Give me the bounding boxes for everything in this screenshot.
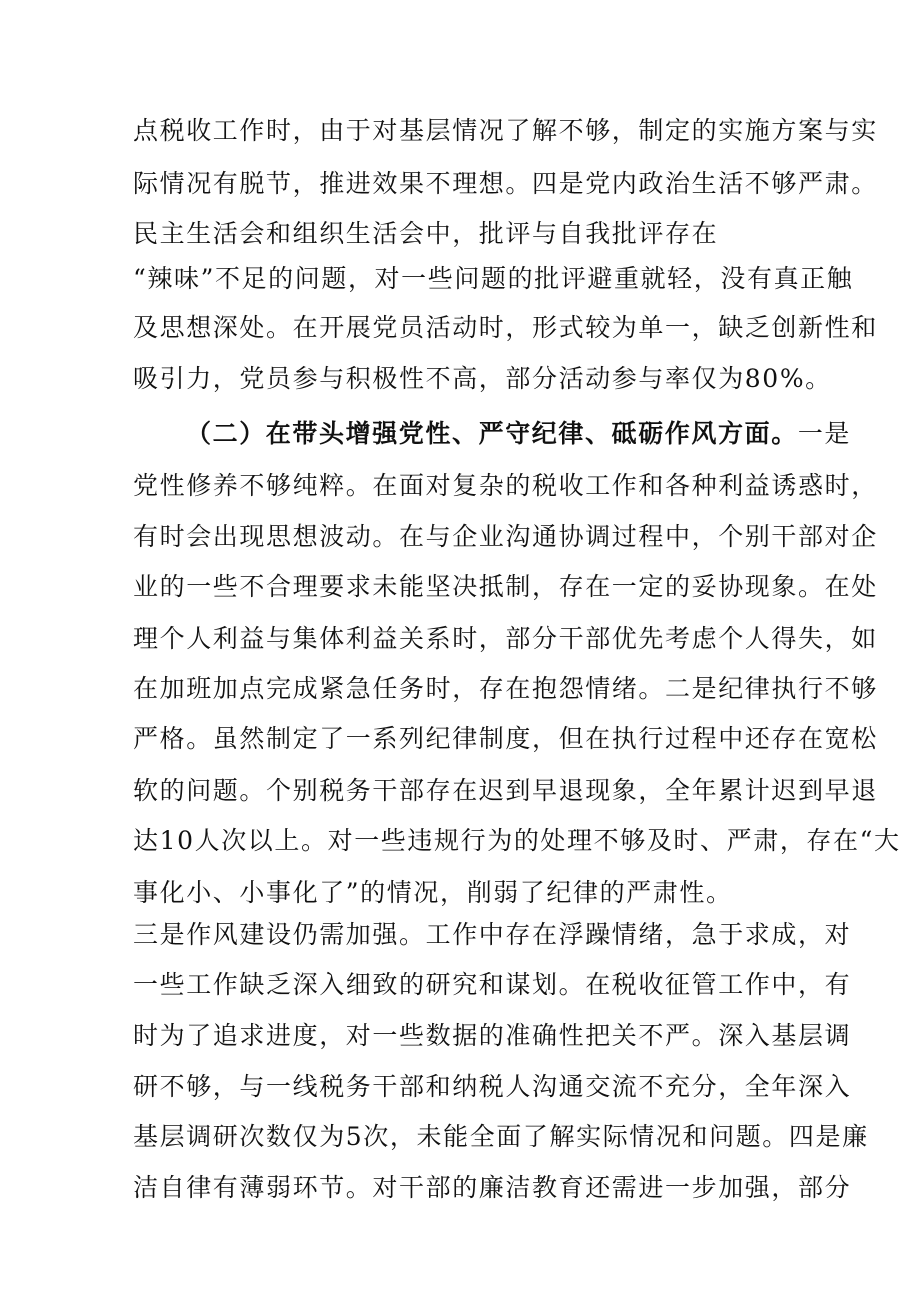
text-line: 事化小、小事化了”的情况，削弱了纪律的严肃性。 <box>133 878 733 907</box>
section-heading: （二）在带头增强党性、严守纪律、砥砺作风方面。 <box>186 419 798 448</box>
text-line: 理个人利益与集体利益关系时，部分干部优先考虑个人得失，如 <box>133 624 878 653</box>
text-line: 基层调研次数仅为5次，未能全面了解实际情况和问题。四是廉 <box>133 1122 869 1151</box>
text-line: 时为了追求进度，对一些数据的准确性把关不严。深入基层调 <box>133 1021 852 1050</box>
text-line: “辣味”不足的问题，对一些问题的批评避重就轻，没有真正触 <box>133 264 854 293</box>
text-line: 软的问题。个别税务干部存在迟到早退现象，全年累计迟到早退 <box>133 776 878 805</box>
text-line: 及思想深处。在开展党员活动时，形式较为单一，缺乏创新性和 <box>133 313 878 342</box>
text-line: 业的一些不合理要求未能坚决抵制，存在一定的妥协现象。在处 <box>133 572 878 601</box>
text-line: 洁自律有薄弱环节。对干部的廉洁教育还需进一步加强，部分 <box>133 1173 852 1202</box>
text-line: 三是作风建设仍需加强。工作中存在浮躁情绪，急于求成，对 <box>133 920 852 949</box>
text-line: 民主生活会和组织生活会中，批评与自我批评存在 <box>133 219 719 248</box>
text-line: 有时会出现思想波动。在与企业沟通协调过程中，个别干部对企 <box>133 522 878 551</box>
section-heading-line <box>186 417 852 451</box>
text-line: 吸引力，党员参与积极性不高，部分活动参与率仅为80%。 <box>133 364 832 393</box>
text-line: 点税收工作时，由于对基层情况了解不够，制定的实施方案与实 <box>133 116 878 145</box>
text-run: 一是 <box>797 419 852 448</box>
text-line: 际情况有脱节，推进效果不理想。四是党内政治生活不够严肃。 <box>133 169 878 198</box>
text-line: 严格。虽然制定了一系列纪律制度，但在执行过程中还存在宽松 <box>133 724 878 753</box>
text-line: 研不够，与一线税务干部和纳税人沟通交流不充分，全年深入 <box>133 1072 852 1101</box>
text-line: 一些工作缺乏深入细致的研究和谋划。在税收征管工作中，有 <box>133 970 852 999</box>
text-line: 达10人次以上。对一些违规行为的处理不够及时、严肃，存在“大 <box>133 826 901 855</box>
text-line: 在加班加点完成紧急任务时，存在抱怨情绪。二是纪律执行不够 <box>133 674 878 703</box>
text-line: 党性修养不够纯粹。在面对复杂的税收工作和各种利益诱惑时， <box>133 471 878 500</box>
